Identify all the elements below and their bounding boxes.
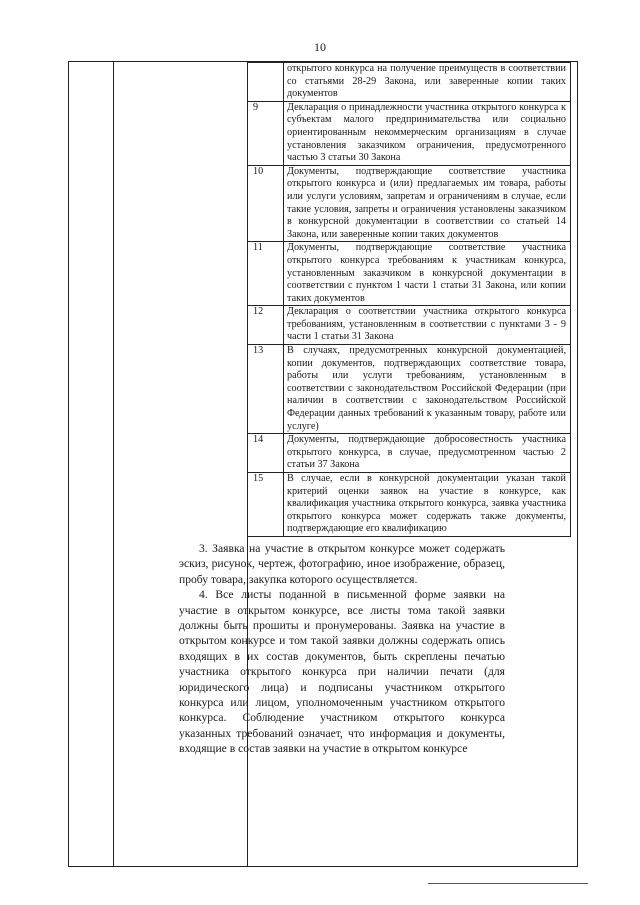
row-text: Декларация о соответствии участника открытого конкурса требованиям, установленным в соответствии с пунктами 3 - 9 части 1 статьи 31 Закона — [284, 306, 571, 345]
row-text: Документы, подтверждающие соответствие участника открытого конкурса и (или) предлагаемых им товара, работы или услуги условиям, запретам и ограничениям в случае, если такие условия, запреты и ограничения установлены заказчиком в конкурсной документации в соответствии со статьей 14 Закона, или заверенные копии таких документов — [284, 165, 571, 242]
row-number: 12 — [248, 306, 284, 345]
paragraph: 3. Заявка на участие в открытом конкурсе может содержать эскиз, рисунок, чертеж, фотографию, иное изображение, образец, пробу товара, закупка которого осуществляется. — [179, 542, 505, 586]
table-row — [248, 473, 571, 537]
table-row — [248, 101, 571, 165]
row-text: открытого конкурса на получение преимуществ в соответствии со статьями 28-29 Закона, или заверенные копии таких документов — [284, 63, 571, 102]
table-row — [248, 165, 571, 242]
column-divider — [113, 62, 114, 866]
row-number: 9 — [248, 101, 284, 165]
body-text — [179, 541, 505, 757]
row-number: 15 — [248, 473, 284, 537]
row-text: Декларация о принадлежности участника открытого конкурса к субъектам малого предпринимательства или социально ориентированным некоммерческим организациям в случае установления заказчиком ограничения, предусмотренного частью 3 статьи 30 Закона — [284, 101, 571, 165]
footer-divider — [428, 883, 588, 884]
row-number: 13 — [248, 345, 284, 434]
document-list-table — [247, 62, 571, 537]
paragraph: 4. Все листы поданной в письменной форме заявки на участие в открытом конкурсе, все листы тома такой заявки должны быть прошиты и пронумерованы. Заявка на участие в открытом конкурсе и том такой заявки должны содержать опись входящих в их состав документов, быть скреплены печатью участника открытого конкурса при наличии печати (для юридического лица) и подписаны участником открытого конкурса или лицом, уполномоченным участником открытого конкурса. Соблюдение участником открытого конкурса указанных требований означает, что информация и документы, входящие в состав заявки на участие в открытом конкурсе — [179, 588, 505, 756]
table-row — [248, 345, 571, 434]
row-number: 14 — [248, 434, 284, 473]
table-row — [248, 242, 571, 306]
row-number: 10 — [248, 165, 284, 242]
table-row — [248, 306, 571, 345]
row-text: В случае, если в конкурсной документации указан такой критерий оценки заявок на участие в конкурсе, как квалификация участника открытого конкурса, заявка участника открытого конкурса может содержать также документы, подтверждающие его квалификацию — [284, 473, 571, 537]
row-number: 11 — [248, 242, 284, 306]
table-row — [248, 63, 571, 102]
row-text: Документы, подтверждающие добросовестность участника открытого конкурса, в случае, предусмотренном частью 2 статьи 37 Закона — [284, 434, 571, 473]
table-row — [248, 434, 571, 473]
row-number — [248, 63, 284, 102]
row-text: В случаях, предусмотренных конкурсной документацией, копии документов, подтверждающих соответствие товара, работы или услуги требованиям, установленным в соответствии с законодательством Российской Федерации (при наличии в соответствии с законодательством Российской Федерации данных требований к указанным товару, работе или услуге) — [284, 345, 571, 434]
page-number: 10 — [314, 40, 326, 54]
row-text: Документы, подтверждающие соответствие участника открытого конкурса требованиям к участникам конкурса, установленным заказчиком в конкурсной документации в соответствии с пунктом 1 части 1 статьи 31 Закона, или копии таких документов — [284, 242, 571, 306]
